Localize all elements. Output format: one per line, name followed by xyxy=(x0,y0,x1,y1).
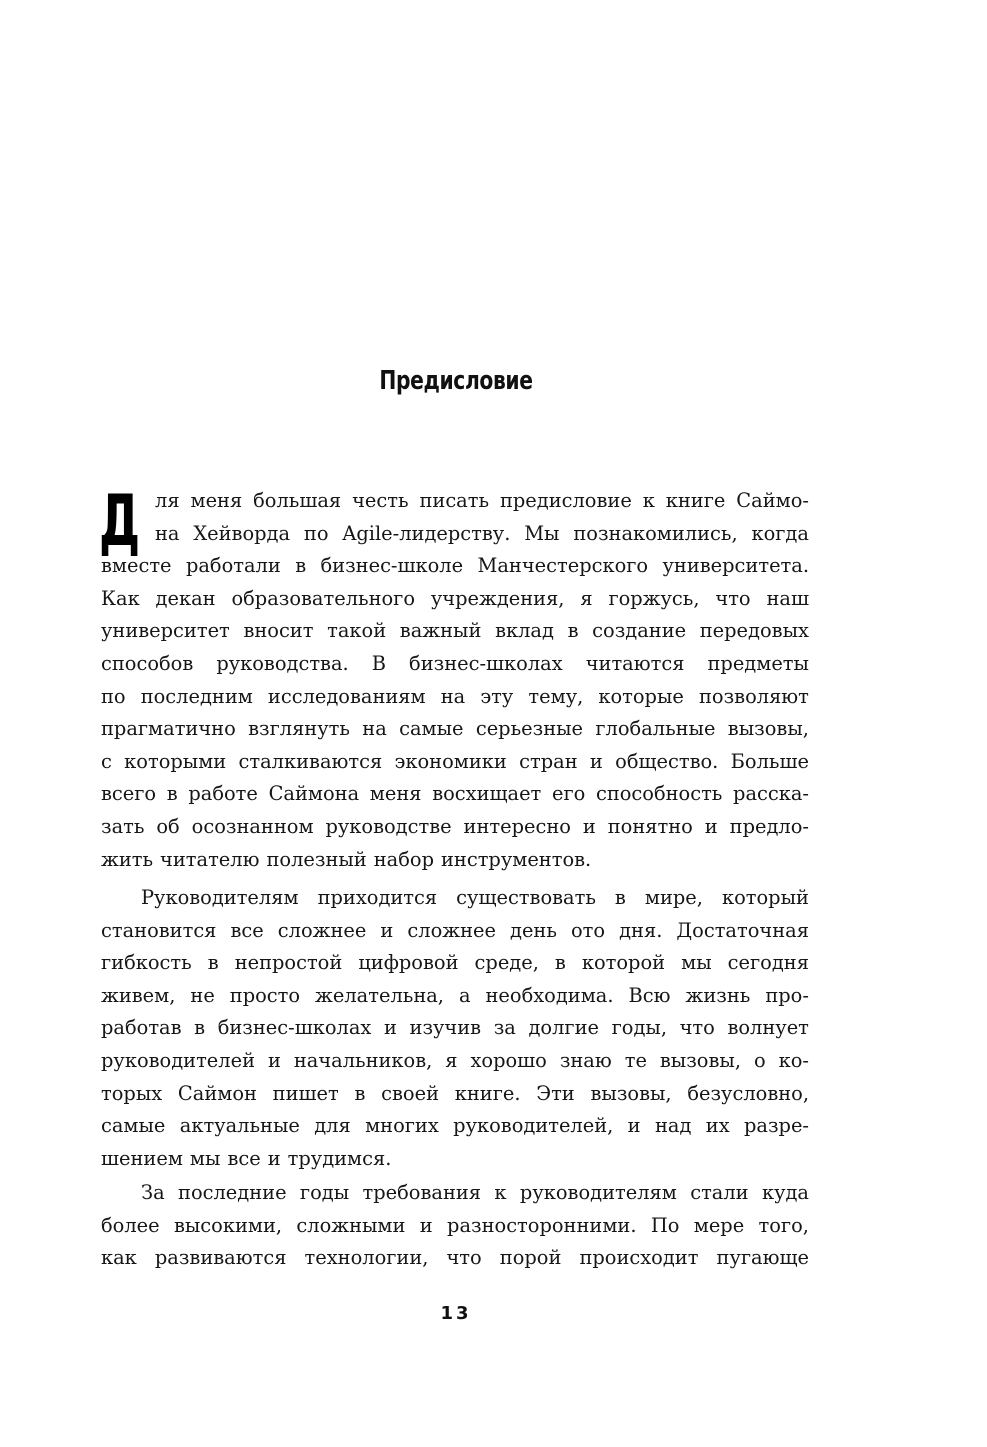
text-line: по последним исследованиям на эту тему, которые позволяют xyxy=(101,684,809,708)
text-line: на Хейворда по Agile-лидерству. Мы познакомились, когда xyxy=(155,521,809,545)
text-line: зать об осознанном руководстве интересно и понятно и предло- xyxy=(101,814,809,838)
text-line: Руководителям приходится существовать в мире, который xyxy=(141,886,809,909)
paragraph-1 xyxy=(99,480,809,876)
text-line: живем, не просто желательна, а необходима. Всю жизнь про- xyxy=(101,983,809,1007)
page-number: 13 xyxy=(440,1303,472,1324)
text-line: способов руководства. В бизнес-школах читаются предметы xyxy=(101,651,809,675)
text-line: гибкость в непростой цифровой среде, в которой мы сегодня xyxy=(101,951,809,975)
text-line: работав в бизнес-школах и изучив за долгие годы, что волнует xyxy=(101,1016,809,1040)
drop-cap: Д xyxy=(99,480,141,562)
text-line: более высокими, сложными и разносторонними. По мере того, xyxy=(101,1213,809,1237)
text-line: торых Саймон пишет в своей книге. Эти вызовы, безусловно, xyxy=(101,1081,809,1105)
text-line: вместе работали в бизнес-школе Манчестерского университета. xyxy=(101,554,809,578)
chapter-title: Предисловие xyxy=(379,366,533,396)
text-line: За последние годы требования к руководителям стали куда xyxy=(141,1181,809,1204)
text-line: ля меня большая честь писать предисловие к книге Саймо- xyxy=(155,489,809,512)
text-line: всего в работе Саймона меня восхищает его способность расска- xyxy=(101,782,809,806)
text-line: с которыми сталкиваются экономики стран и общество. Больше xyxy=(101,749,809,773)
paragraph-2 xyxy=(101,882,809,1175)
text-line: университет вносит такой важный вклад в создание передовых xyxy=(101,619,809,643)
text-line: прагматично взглянуть на самые серьезные глобальные вызовы, xyxy=(101,717,809,741)
paragraph-3 xyxy=(101,1177,809,1275)
text-line: становится все сложнее и сложнее день ото дня. Достаточная xyxy=(101,918,809,942)
text-line: руководителей и начальников, я хорошо знаю те вызовы, о ко- xyxy=(101,1048,809,1072)
text-line: жить читателю полезный набор инструментов. xyxy=(101,847,592,871)
text-line: Как декан образовательного учреждения, я горжусь, что наш xyxy=(101,586,809,610)
text-line: самые актуальные для многих руководителей, и над их разре- xyxy=(101,1114,809,1138)
text-line: шением мы все и трудимся. xyxy=(101,1146,392,1170)
text-line: как развиваются технологии, что порой происходит пугающе xyxy=(101,1246,809,1270)
